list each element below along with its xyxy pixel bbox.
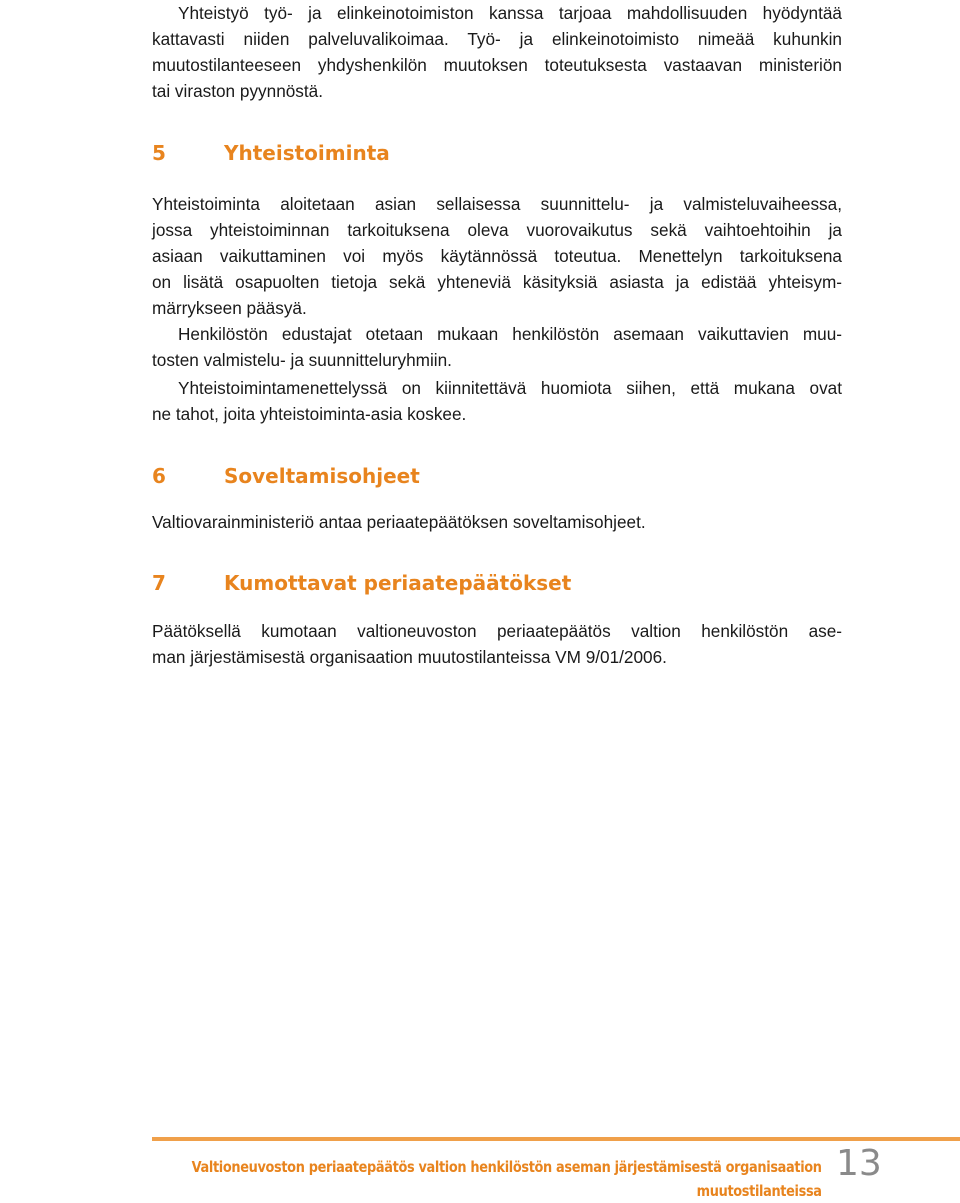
section-number: 7: [152, 571, 166, 595]
text-line: Valtiovarainministeriö antaa periaatepäätöksen soveltamisohjeet.: [152, 512, 646, 532]
text-line: tai viraston pyynnöstä.: [152, 81, 324, 101]
text-line: Henkilöstön edustajat otetaan mukaan henkilöstön asemaan vaikuttavien muu-: [178, 324, 842, 344]
text-line: man järjestämisestä organisaation muutostilanteissa VM 9/01/2006.: [152, 647, 667, 667]
section-5-paragraph-3: [152, 375, 842, 427]
intro-paragraph: [152, 0, 842, 104]
text-line: tosten valmistelu- ja suunnitteluryhmiin.: [152, 350, 452, 370]
section-title: Soveltamisohjeet: [224, 464, 420, 488]
footer-title-line: Valtioneuvoston periaatepäätös valtion henkilöstön aseman järjestämisestä organisaation: [191, 1158, 822, 1176]
text-line: jossa yhteistoiminnan tarkoituksena oleva vuorovaikutus sekä vaihtoehtoihin ja: [152, 220, 842, 240]
section-5-paragraph-1: [152, 191, 842, 321]
text-line: Yhteistyö työ- ja elinkeinotoimiston kanssa tarjoaa mahdollisuuden hyödyntää: [178, 3, 842, 23]
page-number: 13: [836, 1143, 882, 1184]
section-7-paragraph: [152, 618, 842, 670]
text-line: ne tahot, joita yhteistoiminta-asia koskee.: [152, 404, 467, 424]
section-5-heading: [152, 138, 390, 168]
footer-title-line: muutostilanteissa: [697, 1182, 822, 1200]
section-number: 6: [152, 464, 166, 488]
text-line: kattavasti niiden palveluvalikoimaa. Työ- ja elinkeinotoimisto nimeää kuhunkin: [152, 29, 842, 49]
section-6-heading: [152, 461, 420, 491]
section-number: 5: [152, 141, 166, 165]
section-title: Kumottavat periaatepäätökset: [224, 571, 572, 595]
text-line: on lisätä osapuolten tietoja sekä yhteneviä käsityksiä asiasta ja edistää yhteisym-: [152, 272, 842, 292]
section-5-paragraph-2: [152, 321, 842, 373]
section-7-heading: [152, 568, 571, 598]
footer-rule: [152, 1137, 960, 1141]
text-line: Yhteistoimintamenettelyssä on kiinnitettävä huomiota siihen, että mukana ovat: [178, 378, 842, 398]
text-line: Päätöksellä kumotaan valtioneuvoston periaatepäätös valtion henkilöstön ase-: [152, 621, 842, 641]
footer-document-title: [192, 1155, 822, 1203]
text-line: asiaan vaikuttaminen voi myös käytännössä toteutua. Menettelyn tarkoituksena: [152, 246, 842, 266]
text-line: Yhteistoiminta aloitetaan asian sellaisessa suunnittelu- ja valmisteluvaiheessa,: [152, 194, 842, 214]
section-title: Yhteistoiminta: [224, 141, 390, 165]
text-line: märrykseen pääsyä.: [152, 298, 307, 318]
section-6-paragraph: [152, 509, 842, 535]
text-line: muutostilanteeseen yhdyshenkilön muutoksen toteutuksesta vastaavan ministeriön: [152, 55, 842, 75]
